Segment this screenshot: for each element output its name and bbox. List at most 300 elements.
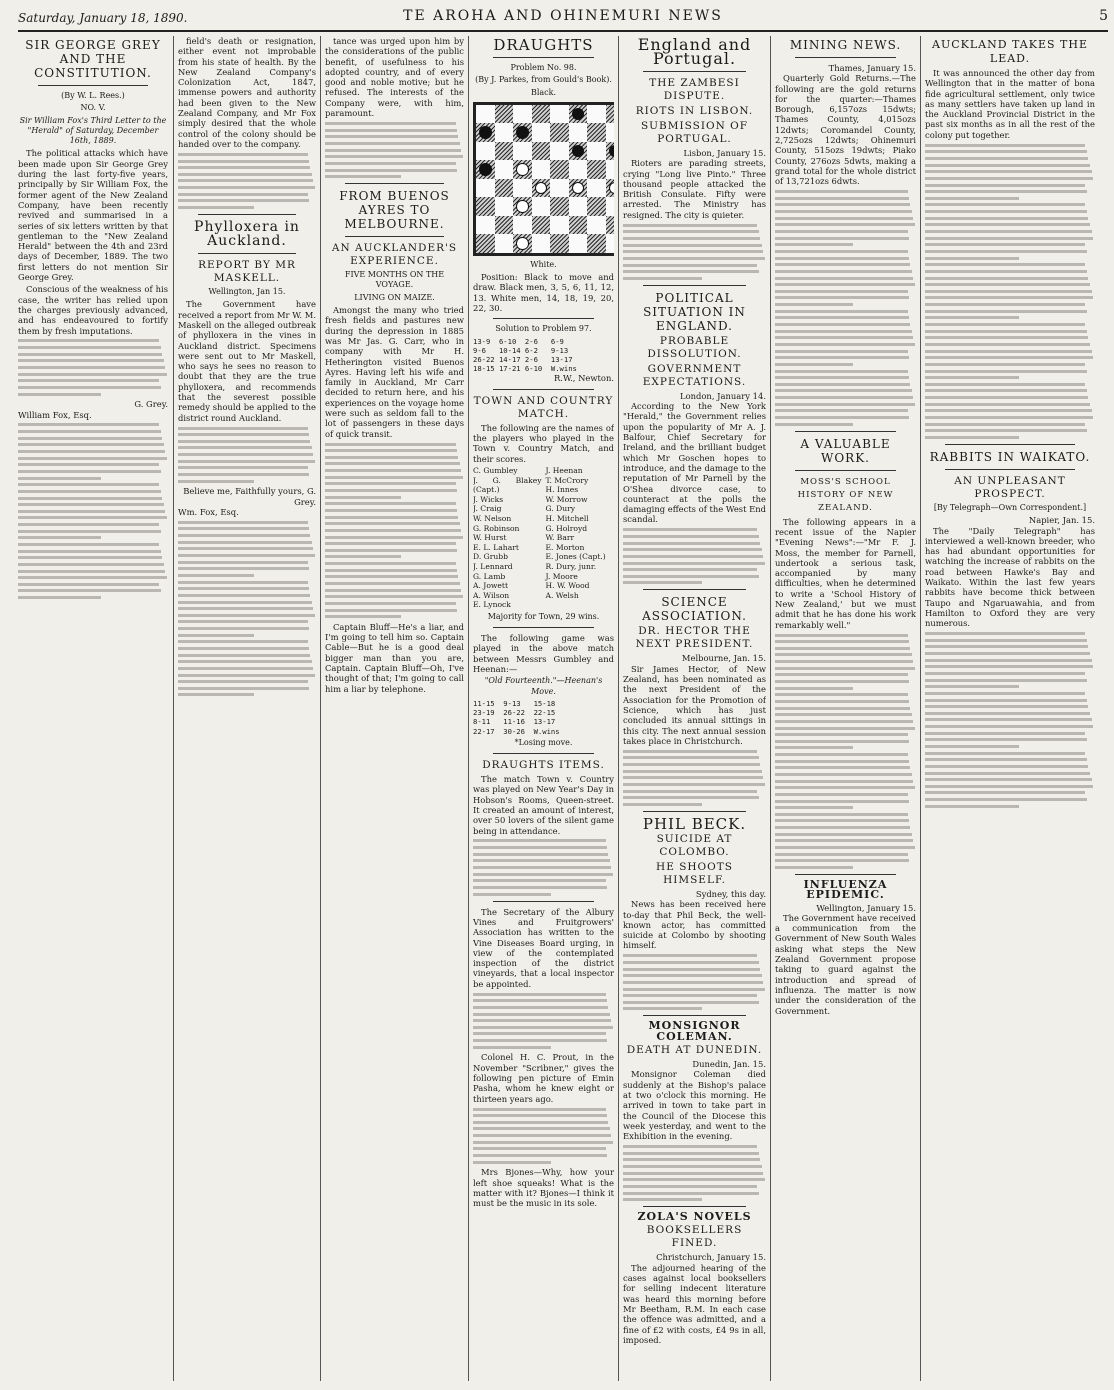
illegible-line	[775, 310, 908, 313]
illegible-line	[775, 203, 910, 206]
illegible-line	[925, 712, 1090, 715]
illegible-line	[775, 793, 908, 796]
article-body	[178, 581, 316, 637]
board-dark-square	[476, 123, 495, 142]
illegible-line	[775, 257, 909, 260]
illegible-line	[925, 718, 1092, 721]
board-dark-square	[532, 105, 551, 124]
illegible-line	[775, 680, 909, 683]
draughts-board	[473, 102, 614, 256]
illegible-line	[178, 587, 309, 590]
illegible-line	[178, 186, 315, 189]
illegible-line	[178, 534, 310, 537]
illegible-line	[623, 535, 759, 538]
illegible-line	[925, 296, 1093, 299]
illegible-line	[473, 993, 606, 996]
illegible-line	[925, 303, 1085, 306]
illegible-line	[775, 713, 912, 716]
article-paragraph: The "Daily Telegraph" has interviewed a well-known breeder, who has had abundant opportunities for watching the increase of rabbits on the road between Hawke's Bay and Waikato. Within the last few years rabbits have become thick between Taupo and Ngaruawahia, and from Hamilton to Oxford they are very numerous.	[925, 525, 1095, 629]
illegible-line	[325, 562, 456, 565]
article-subhead: AN UNPLEASANT PROSPECT.	[954, 474, 1066, 500]
solution-moves: 13-9 6-10 2-6 6-9 9-6 10-14 6-2 9-13 26-22 14-17 2-6 13-17 18-15 17-21 6-10 W.wins	[473, 336, 577, 374]
illegible-line	[623, 796, 759, 799]
black-piece	[479, 163, 492, 176]
board-dark-square	[495, 216, 514, 235]
board-dark-square	[495, 142, 514, 161]
player-name: H. Innes	[545, 485, 579, 495]
article-body	[473, 839, 614, 895]
illegible-line	[623, 264, 757, 267]
player-name: J. Craig	[473, 504, 502, 514]
illegible-line	[473, 893, 551, 896]
illegible-line	[325, 615, 401, 618]
article-body	[325, 443, 464, 499]
illegible-line	[623, 277, 702, 280]
board-light-square	[606, 234, 615, 253]
illegible-line	[623, 257, 765, 260]
illegible-line	[925, 389, 1087, 392]
losing-note: *Losing move.	[514, 737, 573, 747]
illegible-line	[925, 685, 1019, 688]
illegible-line	[925, 791, 1085, 794]
article-body	[775, 250, 916, 306]
newspaper-title: TE AROHA AND OHINEMURI NEWS	[403, 8, 723, 24]
illegible-line	[178, 480, 254, 483]
illegible-line	[18, 497, 162, 500]
article-body	[925, 263, 1095, 319]
board-dark-square	[513, 160, 532, 179]
illegible-line	[178, 527, 309, 530]
illegible-line	[925, 184, 1085, 187]
problem-number: Problem No. 98.	[510, 63, 577, 72]
illegible-line	[623, 270, 759, 273]
article-body	[623, 1145, 766, 1201]
article-subhead: DRAUGHTS ITEMS.	[482, 759, 605, 772]
board-light-square	[569, 197, 588, 216]
illegible-line	[178, 173, 312, 176]
illegible-line	[473, 1134, 611, 1137]
player-name: H. W. Wood	[545, 581, 590, 591]
board-light-square	[587, 105, 606, 124]
illegible-line	[925, 210, 1087, 213]
illegible-line	[925, 243, 1085, 246]
illegible-line	[325, 529, 461, 532]
players-table	[473, 466, 614, 610]
player-name: E. Morton	[545, 542, 585, 552]
player-name: W. Nelson	[473, 513, 512, 523]
illegible-line	[775, 190, 908, 193]
illegible-line	[623, 568, 757, 571]
illegible-line	[925, 745, 1019, 748]
player-name: G. Robinson	[473, 523, 520, 533]
illegible-line	[925, 290, 1092, 293]
player-name: W. Barr	[545, 533, 575, 543]
column-rule	[770, 36, 771, 1381]
column-rule	[468, 36, 469, 1381]
board-light-square	[587, 179, 606, 198]
illegible-line	[325, 135, 458, 138]
illegible-line	[623, 542, 760, 545]
illegible-line	[178, 561, 308, 564]
illegible-line	[775, 296, 909, 299]
illegible-line	[775, 866, 853, 869]
dateline: London, January 14.	[680, 390, 766, 401]
illegible-line	[925, 645, 1088, 648]
illegible-line	[325, 555, 401, 558]
board-dark-square	[495, 105, 514, 124]
illegible-line	[925, 150, 1087, 153]
board-dark-square	[476, 197, 495, 216]
illegible-line	[775, 396, 913, 399]
player-name: G. Holroyd	[545, 523, 588, 533]
illegible-line	[623, 250, 763, 253]
article-paragraph: Monsignor Coleman died suddenly at the Bishop's palace at two o'clock this morning. He arrived in town to take part in the Council of the Diocese this week yesterday, and went to the Exhibition in the evening.	[623, 1069, 766, 1142]
masthead	[18, 4, 1108, 32]
column-3	[325, 36, 464, 1381]
board-light-square	[476, 216, 495, 235]
illegible-line	[178, 179, 313, 182]
illegible-line	[18, 516, 167, 519]
illegible-line	[775, 263, 910, 266]
article-body	[623, 528, 766, 584]
article-subhead: RIOTS IN LISBON.	[635, 105, 754, 117]
illegible-line	[18, 596, 101, 599]
illegible-line	[325, 476, 463, 479]
column-rule	[920, 36, 921, 1381]
board-light-square	[532, 234, 551, 253]
article-body	[775, 370, 916, 426]
illegible-line	[925, 330, 1087, 333]
illegible-line	[473, 1121, 608, 1124]
article-paragraph: According to the New York "Herald," the Government relies upon the popularity of Mr A. J. Balfour, Chief Secretary for Ireland, and the brilliant budget which Mr Goschen hopes to introduce, and the damage to the reputation of Mr Parnell by the O'Shea divorce case, to counteract at the polls the damaging effects of the West End scandal.	[623, 401, 766, 525]
illegible-line	[775, 859, 909, 862]
illegible-line	[18, 386, 161, 389]
board-light-square	[569, 123, 588, 142]
white-piece	[516, 163, 529, 176]
illegible-line	[178, 680, 308, 683]
illegible-line	[178, 607, 313, 610]
player-name: J. Heenan	[545, 465, 583, 475]
article-paragraph: Sir James Hector, of New Zealand, has been nominated as the next President of the Association for the Promotion of Science, which has just concluded its annual sittings in this city. The next annual session takes place in Christchurch.	[623, 663, 766, 746]
illegible-line	[325, 522, 460, 525]
article-body	[925, 203, 1095, 259]
article-headline: ZOLA'S NOVELS	[637, 1210, 752, 1224]
illegible-line	[925, 725, 1093, 728]
illegible-line	[623, 237, 760, 240]
article-body	[775, 813, 916, 869]
illegible-line	[623, 763, 760, 766]
addressee: Wm. Fox, Esq.	[178, 506, 239, 517]
board-light-square	[606, 160, 615, 179]
illegible-line	[775, 786, 915, 789]
illegible-line	[925, 170, 1092, 173]
dateline: Dunedin, Jan. 15.	[692, 1059, 766, 1070]
article-body	[775, 753, 916, 809]
illegible-line	[325, 122, 456, 125]
article-paragraph: Colonel H. C. Prout, in the November "Scribner," gives the following pen picture of Emin Pasha, whom he knew eight or thirteen years ago.	[473, 1052, 614, 1104]
article-headline: SCIENCE ASSOCIATION.	[642, 595, 747, 624]
illegible-line	[18, 450, 165, 453]
illegible-line	[178, 206, 254, 209]
illegible-line	[325, 142, 460, 145]
illegible-line	[325, 456, 458, 459]
game-moves: 11-15 9-13 15-18 23-19 26-22 22-15 8-11 11-16 13-17 22-17 30-26 W.wins	[473, 698, 560, 736]
illegible-line	[775, 409, 908, 412]
column-6	[775, 36, 916, 1381]
illegible-line	[623, 1152, 759, 1155]
illegible-line	[178, 446, 312, 449]
illegible-line	[178, 567, 309, 570]
board-light-square	[550, 105, 569, 124]
dateline: Wellington, Jan 15.	[208, 287, 286, 297]
article-paragraph: The Government have received a communication from the Government of New South Wales asking what steps the New Zealand Government propose taking to guard against the introduction and spread of influenza. The matter is now under the consideration of the Government.	[775, 912, 916, 1016]
illegible-line	[623, 244, 762, 247]
illegible-line	[325, 582, 460, 585]
illegible-line	[775, 634, 908, 637]
illegible-line	[775, 733, 908, 736]
illegible-line	[623, 562, 765, 565]
illegible-line	[473, 1013, 610, 1016]
article-paragraph: field's death or resignation, either event not improbable from his state of health. By the New Zealand Company's Colonization Act, 1847, immense powers and authority had been given to the New Zealand Company, and Mr Fox simply desired that the whole control of the colony should be handed over to the company.	[178, 36, 316, 149]
illegible-line	[623, 230, 759, 233]
article-paragraph: Captain Bluff—He's a liar, and I'm going to tell him so. Captain Cable—But he is a good deal bigger man than you are, Captain. Captain Bluff—Oh, I've thought of that; I'm going to call him a liar by telephone.	[325, 621, 464, 694]
article-body	[623, 750, 766, 806]
illegible-line	[18, 443, 164, 446]
article-body	[623, 224, 766, 280]
illegible-line	[178, 693, 254, 696]
board-light-square	[495, 234, 514, 253]
illegible-line	[775, 766, 910, 769]
illegible-line	[775, 370, 908, 373]
board-dark-square	[587, 234, 606, 253]
illegible-line	[325, 609, 457, 612]
illegible-line	[473, 873, 613, 876]
signature: G. Grey.	[134, 399, 168, 410]
column-1	[18, 36, 168, 1381]
illegible-line	[178, 627, 309, 630]
illegible-line	[18, 366, 165, 369]
illegible-line	[325, 129, 457, 132]
dateline: Thames, January 15.	[828, 63, 916, 73]
illegible-line	[178, 193, 308, 196]
illegible-line	[623, 1145, 757, 1148]
illegible-line	[178, 541, 312, 544]
board-light-square	[476, 105, 495, 124]
illegible-line	[925, 772, 1090, 775]
illegible-line	[623, 1165, 762, 1168]
illegible-line	[775, 806, 853, 809]
board-dark-square	[476, 234, 495, 253]
illegible-line	[925, 429, 1087, 432]
player-name: G. Lamb	[473, 571, 506, 581]
illegible-line	[925, 416, 1093, 419]
article-body	[925, 144, 1095, 200]
illegible-line	[178, 554, 315, 557]
illegible-line	[18, 543, 159, 546]
illegible-line	[178, 166, 310, 169]
white-piece	[516, 237, 529, 250]
illegible-line	[775, 853, 908, 856]
illegible-line	[775, 833, 912, 836]
illegible-line	[178, 581, 308, 584]
article-paragraph: The following game was played in the above match between Messrs Gumbley and Heenan:—	[473, 633, 614, 675]
illegible-line	[325, 449, 457, 452]
illegible-line	[925, 396, 1088, 399]
illegible-line	[473, 886, 607, 889]
illegible-line	[775, 640, 909, 643]
player-name: H. Mitchell	[545, 513, 589, 523]
illegible-line	[925, 263, 1085, 266]
illegible-line	[775, 687, 853, 690]
illegible-line	[325, 482, 456, 485]
illegible-line	[925, 778, 1092, 781]
illegible-line	[18, 563, 164, 566]
illegible-line	[18, 430, 161, 433]
illegible-line	[775, 700, 909, 703]
player-name: A. Welsh	[545, 590, 579, 600]
illegible-line	[325, 575, 458, 578]
article-subhead: LIVING ON MAIZE.	[354, 292, 435, 302]
illegible-line	[925, 423, 1085, 426]
illegible-line	[178, 667, 313, 670]
illegible-line	[623, 1172, 763, 1175]
article-headline: PHIL BECK.	[642, 814, 747, 833]
illegible-line	[925, 738, 1087, 741]
illegible-line	[925, 383, 1085, 386]
illegible-line	[925, 785, 1093, 788]
illegible-line	[178, 433, 309, 436]
white-piece	[572, 182, 585, 195]
article-paragraph: Rioters are parading streets, crying "Long live Pinto." Three thousand people attacked the British Consulate. Fifty were arrested. The Ministry has resigned. The city is quieter.	[623, 158, 766, 220]
illegible-line	[473, 879, 606, 882]
illegible-line	[775, 423, 853, 426]
illegible-line	[178, 620, 308, 623]
board-dark-square	[495, 179, 514, 198]
illegible-line	[775, 350, 908, 353]
article-body	[178, 427, 316, 483]
illegible-line	[18, 379, 159, 382]
article-body	[925, 692, 1095, 748]
article-subhead: DR. HECTOR THE NEXT PRESIDENT.	[635, 625, 754, 651]
section-number: NO. V.	[80, 103, 106, 113]
illegible-line	[623, 575, 759, 578]
article-paragraph: It was announced the other day from Wellington that in the matter of bona fide agricultural settlement, only twice as many settlers have taken up land in the Auckland Provincial District in the past six months as in all the rest of the colony put together.	[925, 68, 1095, 140]
board-dark-square	[513, 123, 532, 142]
illegible-line	[623, 776, 763, 779]
player-name: G. Dury	[545, 504, 576, 514]
board-light-square	[476, 142, 495, 161]
player-name: J. Moore	[545, 571, 578, 581]
article-subhead: HE SHOOTS HIMSELF.	[656, 860, 733, 886]
article-paragraph: tance was urged upon him by the considerations of the public benefit, of usefulness to his adopted country, and of every good and noble motive; but he refused. The interests of the Company were, with him, paramount.	[325, 36, 464, 119]
illegible-line	[473, 839, 606, 842]
article-body	[623, 954, 766, 1010]
article-body	[925, 323, 1095, 379]
player-name: T. McCrory	[545, 475, 589, 485]
illegible-line	[775, 363, 853, 366]
illegible-line	[775, 846, 915, 849]
illegible-line	[178, 601, 312, 604]
illegible-line	[178, 594, 310, 597]
board-light-square	[606, 123, 615, 142]
solution-title: Solution to Problem 97.	[495, 324, 592, 334]
illegible-line	[473, 999, 607, 1002]
board-dark-square	[513, 197, 532, 216]
illegible-line	[623, 1185, 757, 1188]
illegible-line	[775, 727, 915, 730]
player-name: W. Hurst	[473, 533, 507, 543]
illegible-line	[925, 363, 1085, 366]
illegible-line	[18, 550, 161, 553]
article-subhead: TOWN AND COUNTRY MATCH.	[473, 394, 614, 420]
illegible-line	[775, 800, 909, 803]
illegible-line	[623, 790, 757, 793]
illegible-line	[775, 673, 908, 676]
board-light-square	[532, 160, 551, 179]
board-dark-square	[569, 142, 588, 161]
article-headline: SIR GEORGE GREY AND THE CONSTITUTION.	[25, 38, 161, 80]
illegible-line	[925, 223, 1090, 226]
illegible-line	[775, 693, 908, 696]
article-subhead: SUICIDE AT COLOMBO.	[656, 832, 733, 858]
illegible-line	[775, 230, 908, 233]
illegible-line	[775, 720, 913, 723]
column-5	[623, 36, 766, 1381]
illegible-line	[18, 470, 161, 473]
article-body	[925, 383, 1095, 439]
illegible-line	[325, 509, 457, 512]
article-body	[925, 632, 1095, 688]
illegible-line	[325, 502, 456, 505]
illegible-line	[925, 370, 1087, 373]
article-subhead: DEATH AT DUNEDIN.	[626, 1044, 763, 1057]
board-dark-square	[587, 123, 606, 142]
article-headline: FROM BUENOS AYRES TO MELBOURNE.	[339, 189, 450, 232]
illegible-line	[775, 343, 915, 346]
illegible-line	[623, 224, 757, 227]
article-body	[178, 640, 316, 696]
article-body	[325, 562, 464, 618]
board-light-square	[495, 123, 514, 142]
article-paragraph: Conscious of the weakness of his case, the writer has relied upon the charges previously advanced, and has endeavoured to fortify them by fresh imputations.	[18, 284, 168, 336]
board-light-square	[550, 179, 569, 198]
addressee: William Fox, Esq.	[18, 409, 92, 420]
board-light-square	[476, 179, 495, 198]
article-subhead: THE ZAMBESI DISPUTE.	[649, 77, 740, 102]
country-players	[546, 466, 615, 610]
illegible-line	[18, 483, 159, 486]
illegible-line	[925, 323, 1085, 326]
illegible-line	[925, 798, 1087, 801]
illegible-line	[473, 853, 608, 856]
illegible-line	[925, 203, 1085, 206]
illegible-line	[325, 169, 457, 172]
board-dark-square	[569, 105, 588, 124]
player-name: E. L. Lahart	[473, 542, 519, 552]
illegible-line	[325, 549, 457, 552]
illegible-line	[775, 270, 912, 273]
illegible-line	[473, 1019, 611, 1022]
board-light-square	[606, 197, 615, 216]
illegible-line	[623, 770, 762, 773]
illegible-line	[178, 473, 309, 476]
article-paragraph: Quarterly Gold Returns.—The following are the gold returns for the quarter:—Thames Borough, 6,157ozs 15dwts; Thames County, 4,015ozs 12dwts; Coromandel County, 2,725ozs 12dwts; Ohinemuri County, 515ozs 19dwts; Piako County, 276ozs 5dwts, making a grand total for the whole district of 13,721ozs 6dwts.	[775, 73, 916, 187]
signature: Believe me, Faithfully yours, G. Grey.	[183, 486, 316, 507]
board-dark-square	[476, 160, 495, 179]
illegible-line	[925, 692, 1085, 695]
game-title: "Old Fourteenth."—Heenan's Move.	[484, 676, 603, 696]
illegible-line	[775, 773, 912, 776]
